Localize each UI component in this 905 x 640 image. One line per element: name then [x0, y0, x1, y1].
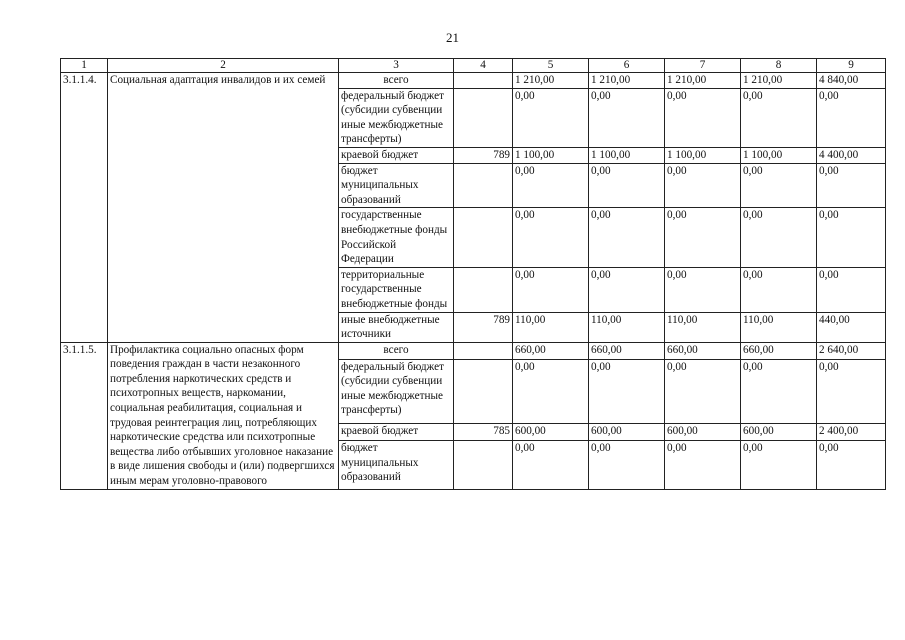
total-cell: 0,00	[817, 359, 886, 423]
total-cell: 440,00	[817, 312, 886, 342]
item-name: Профилактика социально опасных форм поведения граждан в части незаконного потребления наркотических средств и психотропных веществ, наркомании, социальная реабилитация, социальная и трудовая реинтеграция лиц, потребляющих наркотические средства или психотропные вещества либо отбывших уголовное наказание в виде лишения свободы и (или) подвергшихся иным мерам уголовно-правового	[108, 342, 339, 489]
table-row	[61, 73, 886, 89]
value-cell: 600,00	[741, 424, 817, 441]
value-cell: 0,00	[589, 88, 665, 147]
value-cell: 0,00	[741, 267, 817, 312]
value-cell: 660,00	[589, 342, 665, 359]
value-cell: 1 100,00	[589, 147, 665, 163]
budget-code	[454, 342, 513, 359]
header-cell: 3	[339, 59, 454, 73]
value-cell: 0,00	[741, 163, 817, 208]
value-cell: 110,00	[589, 312, 665, 342]
value-cell: 110,00	[513, 312, 589, 342]
page-number: 21	[446, 30, 459, 45]
total-cell: 2 400,00	[817, 424, 886, 441]
item-name: Социальная адаптация инвалидов и их семей	[108, 73, 339, 343]
value-cell: 0,00	[665, 359, 741, 423]
value-cell: 0,00	[513, 208, 589, 267]
value-cell: 0,00	[513, 267, 589, 312]
value-cell: 1 100,00	[741, 147, 817, 163]
total-cell: 4 840,00	[817, 73, 886, 89]
value-cell: 0,00	[741, 88, 817, 147]
value-cell: 0,00	[741, 440, 817, 489]
funding-source: всего	[339, 342, 454, 359]
funding-source: бюджет муниципальных образований	[339, 163, 454, 208]
header-cell: 1	[61, 59, 108, 73]
total-cell: 0,00	[817, 163, 886, 208]
funding-source: краевой бюджет	[339, 147, 454, 163]
value-cell: 0,00	[513, 359, 589, 423]
total-cell: 0,00	[817, 440, 886, 489]
value-cell: 660,00	[741, 342, 817, 359]
budget-code	[454, 267, 513, 312]
header-cell: 6	[589, 59, 665, 73]
funding-source: федеральный бюджет (субсидии субвенции иные межбюджетные трансферты)	[339, 88, 454, 147]
budget-code	[454, 359, 513, 423]
total-cell: 4 400,00	[817, 147, 886, 163]
header-row	[61, 59, 886, 73]
value-cell: 1 210,00	[665, 73, 741, 89]
value-cell: 1 100,00	[665, 147, 741, 163]
value-cell: 0,00	[589, 359, 665, 423]
budget-code	[454, 88, 513, 147]
header-cell: 4	[454, 59, 513, 73]
budget-code: 789	[454, 147, 513, 163]
value-cell: 0,00	[665, 267, 741, 312]
budget-table	[60, 58, 886, 490]
item-number: 3.1.1.5.	[61, 342, 108, 489]
budget-code: 789	[454, 312, 513, 342]
budget-code: 785	[454, 424, 513, 441]
funding-source: иные внебюджетные источники	[339, 312, 454, 342]
header-cell: 8	[741, 59, 817, 73]
header-cell: 9	[817, 59, 886, 73]
value-cell: 1 210,00	[589, 73, 665, 89]
value-cell: 0,00	[589, 267, 665, 312]
header-cell: 2	[108, 59, 339, 73]
value-cell: 0,00	[513, 163, 589, 208]
total-cell: 0,00	[817, 208, 886, 267]
funding-source: территориальные государственные внебюджетные фонды	[339, 267, 454, 312]
value-cell: 0,00	[589, 440, 665, 489]
header-cell: 5	[513, 59, 589, 73]
value-cell: 660,00	[665, 342, 741, 359]
value-cell: 660,00	[513, 342, 589, 359]
total-cell: 2 640,00	[817, 342, 886, 359]
value-cell: 600,00	[589, 424, 665, 441]
budget-code	[454, 440, 513, 489]
budget-code	[454, 208, 513, 267]
value-cell: 600,00	[513, 424, 589, 441]
budget-code	[454, 73, 513, 89]
total-cell: 0,00	[817, 267, 886, 312]
value-cell: 0,00	[741, 208, 817, 267]
header-cell: 7	[665, 59, 741, 73]
value-cell: 600,00	[665, 424, 741, 441]
budget-code	[454, 163, 513, 208]
funding-source: государственные внебюджетные фонды Российской Федерации	[339, 208, 454, 267]
item-number: 3.1.1.4.	[61, 73, 108, 343]
value-cell: 0,00	[665, 440, 741, 489]
value-cell: 110,00	[665, 312, 741, 342]
total-cell: 0,00	[817, 88, 886, 147]
value-cell: 110,00	[741, 312, 817, 342]
value-cell: 1 100,00	[513, 147, 589, 163]
funding-source: федеральный бюджет (субсидии субвенции иные межбюджетные трансферты)	[339, 359, 454, 423]
value-cell: 1 210,00	[741, 73, 817, 89]
value-cell: 0,00	[589, 208, 665, 267]
value-cell: 0,00	[665, 208, 741, 267]
value-cell: 0,00	[741, 359, 817, 423]
value-cell: 0,00	[513, 88, 589, 147]
table-row	[61, 342, 886, 359]
value-cell: 0,00	[589, 163, 665, 208]
funding-source: бюджет муниципальных образований	[339, 440, 454, 489]
value-cell: 0,00	[513, 440, 589, 489]
value-cell: 0,00	[665, 88, 741, 147]
funding-source: всего	[339, 73, 454, 89]
funding-source: краевой бюджет	[339, 424, 454, 441]
value-cell: 0,00	[665, 163, 741, 208]
value-cell: 1 210,00	[513, 73, 589, 89]
